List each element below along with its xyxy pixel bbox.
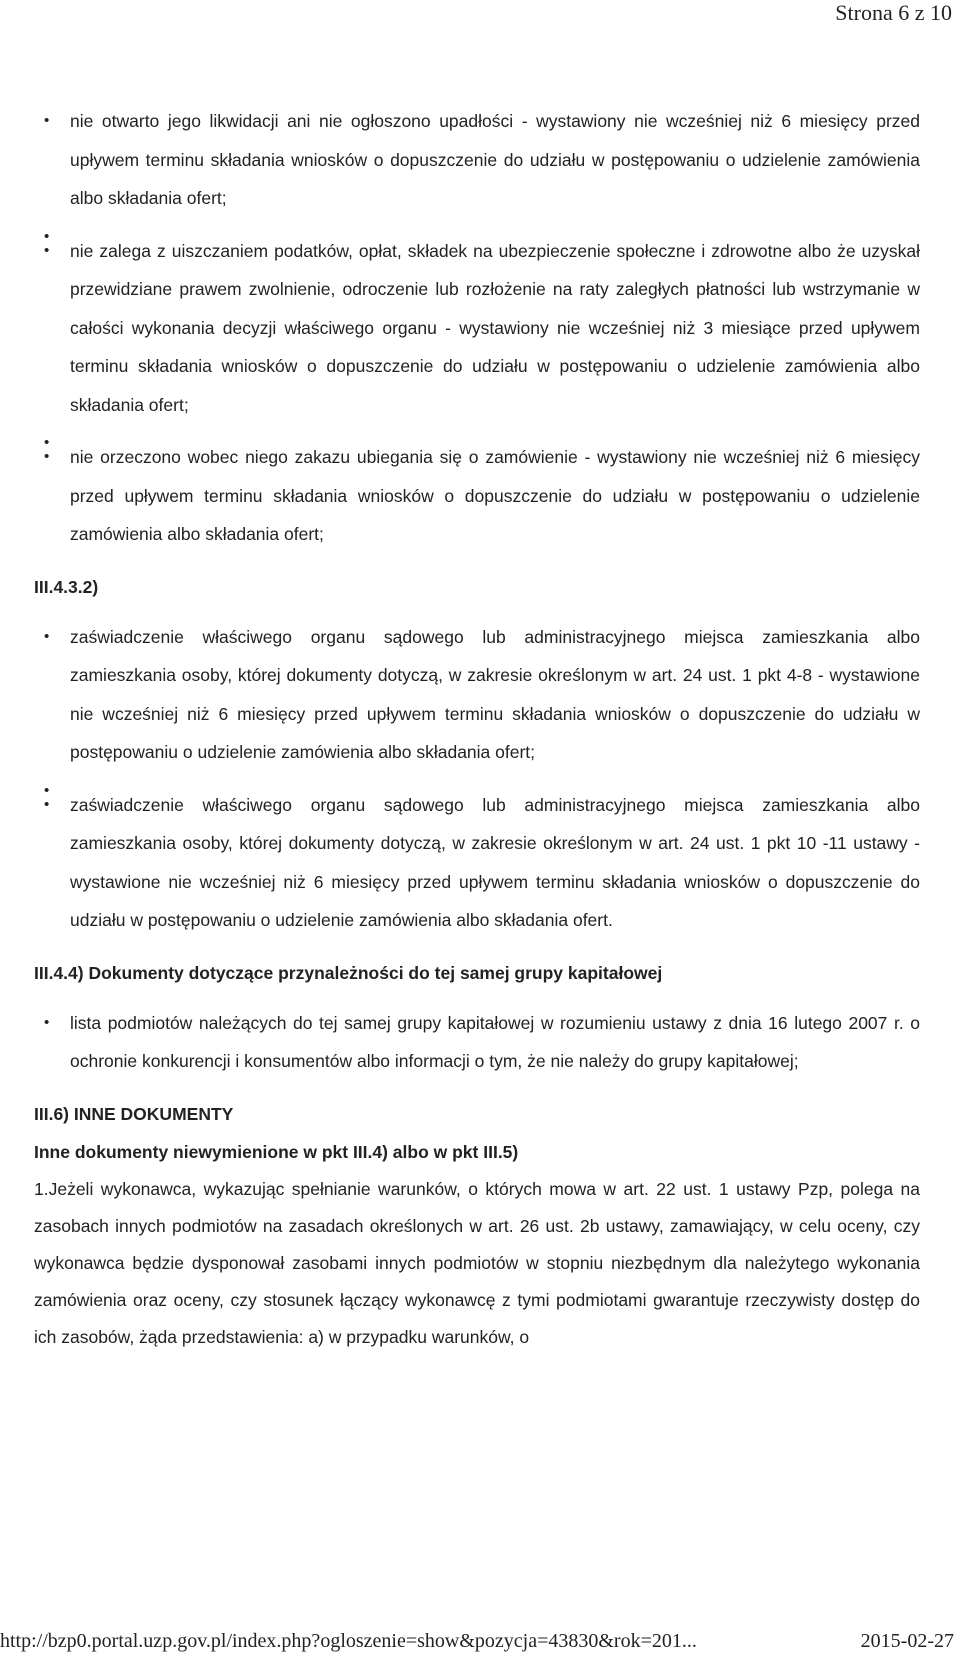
spacer: [34, 772, 920, 786]
page-number: Strona 6 z 10: [835, 0, 952, 25]
page-footer: [0, 1628, 954, 1654]
requirements-list-3: [34, 1004, 920, 1081]
spacer: [34, 424, 920, 438]
list-item: • nie orzeczono wobec niego zakazu ubiegania się o zamówienie - wystawiony nie wcześniej niż 6 miesięcy przed upływem terminu składania wniosków o dopuszczenie do udziału w postępowaniu o udzielenie zamówienia albo składania ofert;: [34, 438, 920, 554]
spacer: [34, 940, 920, 954]
footer-date: 2015-02-27: [860, 1630, 954, 1652]
section-heading-iii-4-4: III.4.4) Dokumenty dotyczące przynależności do tej samej grupy kapitałowej: [34, 962, 663, 983]
footer-url: http://bzp0.portal.uzp.gov.pl/index.php?ogloszenie=show&pozycja=43830&rok=201...: [0, 1630, 697, 1652]
paragraph: 1.Jeżeli wykonawca, wykazując spełnianie warunków, o których mowa w art. 22 ust. 1 ustawy Pzp, polega na zasobach innych podmiotów na zasadach określonych w art. 26 ust. 2b ustawy, zamawiający, w celu oceny, czy wykonawca będzie dysponował zasobami innych podmiotów w stopniu niezbędnym dla należytego wykonania zamówienia oraz oceny, czy stosunek łączący wykonawcę z tymi podmiotami gwarantuje rzeczywisty dostęp do ich zasobów, żąda przedstawienia: a) w przypadku warunków, o: [34, 1178, 920, 1347]
spacer: [34, 992, 920, 1004]
requirements-list-1: [34, 102, 920, 554]
list-item: • lista podmiotów należących do tej samej grupy kapitałowej w rozumieniu ustawy z dnia 16 lutego 2007 r. o ochronie konkurencji i konsumentów albo informacji o tym, że nie należy do grupy kapitałowej;: [34, 1004, 920, 1081]
section-heading-iii-6: III.6) INNE DOKUMENTY: [34, 1103, 234, 1124]
requirements-list-2: [34, 618, 920, 940]
list-item: • zaświadczenie właściwego organu sądowego lub administracyjnego miejsca zamieszkania albo zamieszkania osoby, której dokumenty dotyczą, w zakresie określonym w art. 24 ust. 1 pkt 10 -11 ustawy - wystawione nie wcześniej niż 6 miesięcy przed upływem terminu składania wniosków o dopuszczenie do udziału w postępowaniu o udzielenie zamówienia albo składania ofert.: [34, 786, 920, 940]
spacer: [34, 554, 920, 568]
list-item: • zaświadczenie właściwego organu sądowego lub administracyjnego miejsca zamieszkania albo zamieszkania osoby, której dokumenty dotyczą, w zakresie określonym w art. 24 ust. 1 pkt 4-8 - wystawione nie wcześniej niż 6 miesięcy przed upływem terminu składania wniosków o dopuszczenie do udziału w postępowaniu o udzielenie zamówienia albo składania ofert;: [34, 618, 920, 772]
section-heading-iii-4-3-2: III.4.3.2): [34, 576, 99, 597]
document-body: [34, 102, 920, 1356]
list-item: • nie otwarto jego likwidacji ani nie ogłoszono upadłości - wystawiony nie wcześniej niż 6 miesięcy przed upływem terminu składania wniosków o dopuszczenie do udziału w postępowaniu o udzielenie zamówienia albo składania ofert;: [34, 102, 920, 218]
spacer: [34, 1081, 920, 1095]
spacer: [34, 218, 920, 232]
list-item: • nie zalega z uiszczaniem podatków, opłat, składek na ubezpieczenie społeczne i zdrowotne albo że uzyskał przewidziane prawem zwolnienie, odroczenie lub rozłożenie na raty zaległych płatności lub wstrzymanie w całości wykonania decyzji właściwego organu - wystawiony nie wcześniej niż 3 miesiące przed upływem terminu składania wniosków o dopuszczenie do udziału w postępowaniu o udzielenie zamówienia albo składania ofert;: [34, 232, 920, 425]
spacer: [34, 606, 920, 618]
section-subheading: Inne dokumenty niewymienione w pkt III.4) albo w pkt III.5): [34, 1141, 519, 1162]
